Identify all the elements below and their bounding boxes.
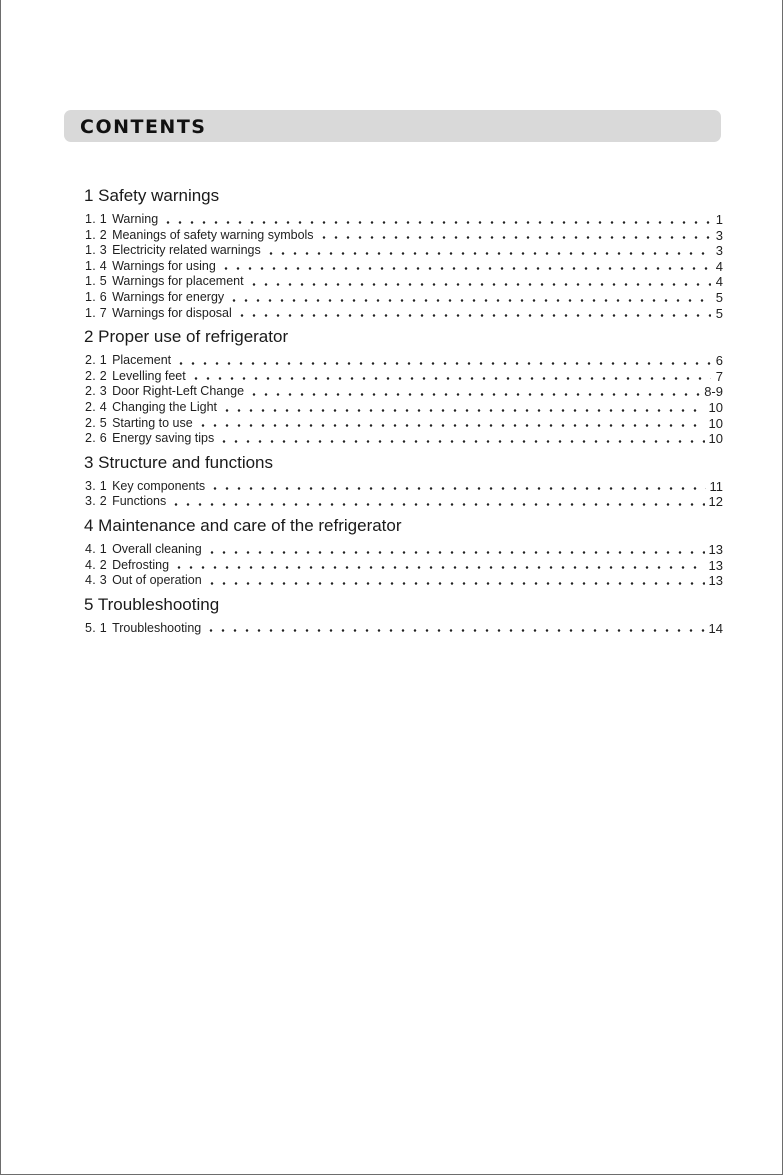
toc-entry <box>85 259 723 275</box>
dot-leader <box>162 221 711 224</box>
entry-label: Electricity related warnings <box>112 243 261 258</box>
toc-entry <box>85 369 723 385</box>
dot-leader <box>218 440 704 443</box>
dot-leader <box>197 424 705 427</box>
contents-title: CONTENTS <box>80 116 207 138</box>
section-heading: 5 Troubleshooting <box>84 594 220 614</box>
entry-page-number: 3 <box>715 227 723 243</box>
entry-number: 2. 2 <box>85 368 108 383</box>
entry-number: 1. 7 <box>85 305 108 320</box>
section-heading: 2 Proper use of refrigerator <box>84 327 289 347</box>
dot-leader <box>170 503 704 506</box>
entry-page-number: 10 <box>708 431 723 447</box>
toc-entry <box>85 431 723 447</box>
entry-number: 4. 3 <box>85 573 108 588</box>
entry-page-number: 13 <box>708 557 723 573</box>
entry-label: Warnings for placement <box>112 274 244 289</box>
dot-leader <box>248 393 700 396</box>
entry-page-number: 8-9 <box>704 384 723 400</box>
dot-leader <box>206 551 705 554</box>
toc-entry <box>85 573 723 589</box>
toc-entry <box>85 290 723 306</box>
entry-label: Meanings of safety warning symbols <box>112 227 314 242</box>
entry-page-number: 5 <box>715 305 723 321</box>
dot-leader <box>248 283 711 286</box>
entry-number: 4. 2 <box>85 557 108 572</box>
entry-label: Defrosting <box>112 557 170 572</box>
entry-label: Warning <box>112 212 159 226</box>
entry-number: 1. 1 <box>85 212 108 226</box>
toc-entry <box>85 274 723 290</box>
dot-leader <box>220 267 711 270</box>
entry-page-number: 13 <box>708 573 723 589</box>
entry-page-number: 10 <box>708 399 723 415</box>
entry-page-number: 5 <box>715 289 723 305</box>
entry-number: 4. 1 <box>85 541 108 556</box>
dot-leader <box>228 299 711 302</box>
entry-label: Levelling feet <box>112 368 186 383</box>
toc-entry <box>85 416 723 432</box>
entry-page-number: 4 <box>715 258 723 274</box>
entry-number: 2. 1 <box>85 353 108 368</box>
entry-label: Placement <box>112 353 172 368</box>
entry-number: 1. 2 <box>85 227 108 242</box>
section-heading: 3 Structure and functions <box>84 452 274 472</box>
dot-leader <box>206 582 705 585</box>
dot-leader <box>265 252 711 255</box>
toc-entry <box>85 306 723 322</box>
entry-label: Troubleshooting <box>112 620 202 635</box>
entry-number: 5. 1 <box>85 620 108 635</box>
toc-entry <box>85 479 723 495</box>
entry-page-number: 4 <box>715 274 723 290</box>
dot-leader <box>318 236 711 239</box>
toc-entry <box>85 353 723 369</box>
entry-number: 2. 4 <box>85 399 108 414</box>
entry-number: 1. 3 <box>85 243 108 258</box>
entry-page-number: 12 <box>708 494 723 510</box>
entry-page-number: 10 <box>708 415 723 431</box>
entry-label: Changing the Light <box>112 399 218 414</box>
contents-header-bar <box>64 110 721 142</box>
table-of-contents <box>85 186 725 636</box>
entry-number: 1. 4 <box>85 258 108 273</box>
toc-entry <box>85 384 723 400</box>
entry-page-number: 11 <box>709 478 723 494</box>
entry-page-number: 14 <box>708 620 723 636</box>
dot-leader <box>221 409 705 412</box>
dot-leader <box>175 362 711 365</box>
entry-label: Starting to use <box>112 415 193 430</box>
entry-label: Energy saving tips <box>112 431 215 446</box>
entry-label: Warnings for disposal <box>112 305 232 320</box>
entry-label: Overall cleaning <box>112 541 202 556</box>
toc-entry <box>85 558 723 574</box>
dot-leader <box>205 629 704 632</box>
entry-number: 2. 3 <box>85 384 108 399</box>
entry-label: Out of operation <box>112 573 202 588</box>
section-heading: 1 Safety warnings <box>84 186 220 205</box>
toc-entry <box>85 212 723 228</box>
dot-leader <box>190 377 711 380</box>
entry-number: 1. 6 <box>85 289 108 304</box>
dot-leader <box>173 566 704 569</box>
toc-entry <box>85 542 723 558</box>
dot-leader <box>209 487 705 490</box>
section-heading: 4 Maintenance and care of the refrigerator <box>84 515 402 535</box>
entry-page-number: 3 <box>715 243 723 259</box>
entry-label: Key components <box>112 478 206 493</box>
entry-number: 2. 6 <box>85 431 108 446</box>
entry-page-number: 7 <box>715 368 723 384</box>
toc-entry <box>85 494 723 510</box>
toc-entry <box>85 621 723 637</box>
entry-number: 3. 1 <box>85 478 108 493</box>
toc-entry <box>85 400 723 416</box>
entry-number: 2. 5 <box>85 415 108 430</box>
entry-page-number: 1 <box>715 212 723 227</box>
entry-page-number: 13 <box>708 541 723 557</box>
entry-label: Warnings for energy <box>112 289 225 304</box>
toc-entry <box>85 243 723 259</box>
entry-label: Functions <box>112 494 167 509</box>
entry-label: Door Right-Left Change <box>112 384 245 399</box>
dot-leader <box>236 314 711 317</box>
entry-number: 1. 5 <box>85 274 108 289</box>
entry-number: 3. 2 <box>85 494 108 509</box>
entry-label: Warnings for using <box>112 258 216 273</box>
entry-page-number: 6 <box>715 353 723 369</box>
toc-entry <box>85 228 723 244</box>
